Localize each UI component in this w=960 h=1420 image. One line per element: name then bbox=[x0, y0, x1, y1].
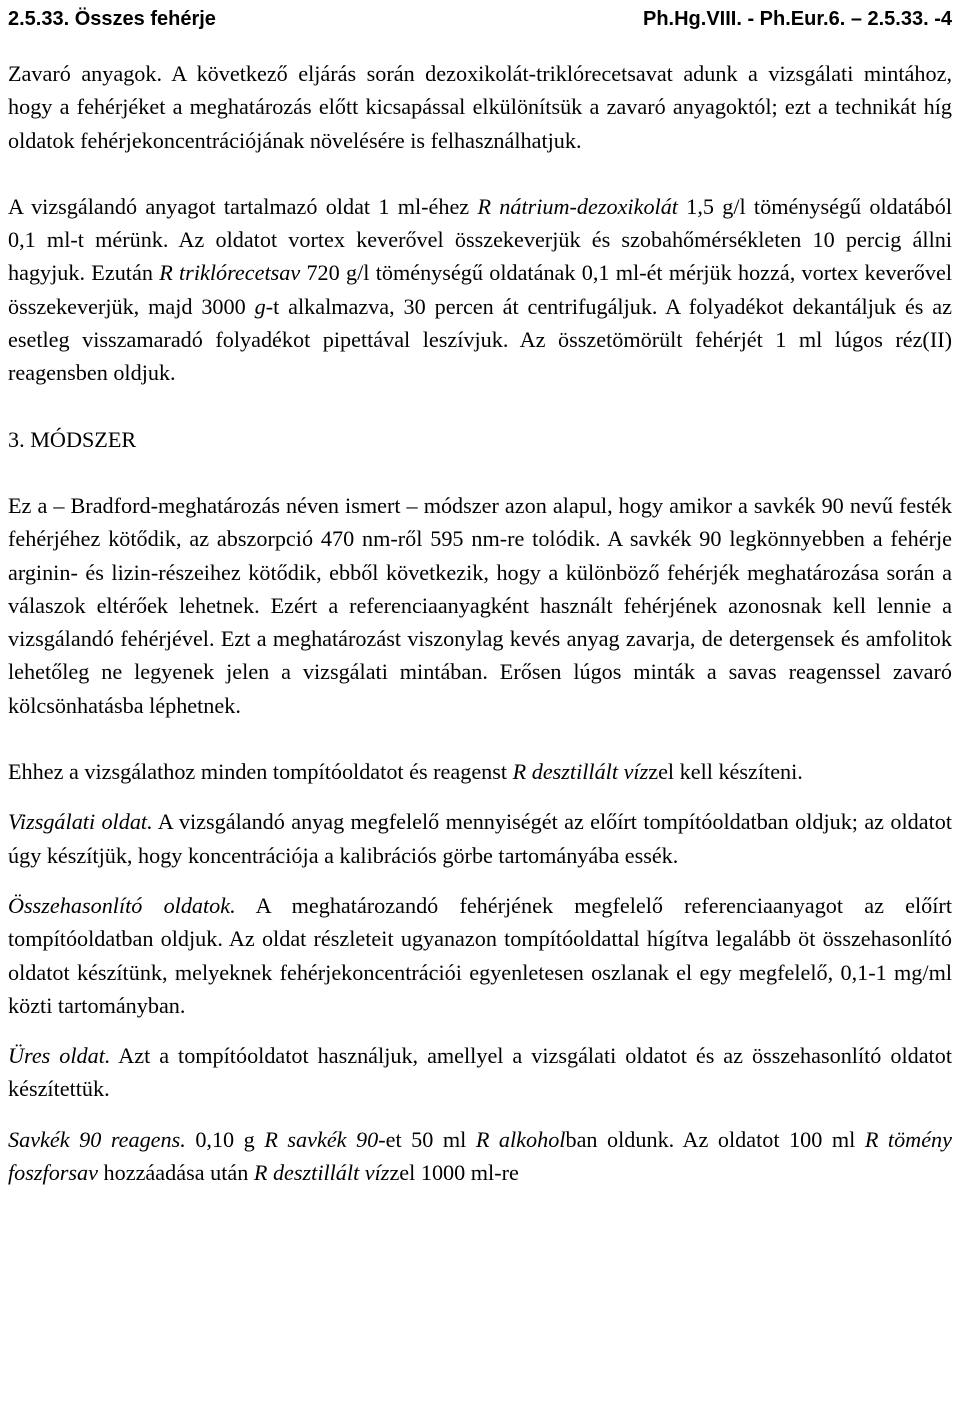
paragraph-lead-italic: Savkék 90 reagens. bbox=[8, 1126, 186, 1152]
paragraph-lead-italic: Zavaró anyagok. bbox=[8, 61, 163, 86]
paragraph-lead-italic: Vizsgálati oldat. bbox=[8, 809, 153, 835]
paragraph-text: zel kell készíteni. bbox=[648, 759, 803, 785]
paragraph-text: -et 50 ml bbox=[378, 1126, 476, 1152]
paragraph-lead-italic: Összehasonlító oldatok. bbox=[8, 892, 236, 918]
reagent-name: R tömény foszforsav bbox=[8, 1126, 952, 1186]
paragraph-text: A vizsgálandó anyagot tartalmazó oldat 1 ml-éhez bbox=[8, 193, 478, 219]
paragraph-text: 720 g/l töménységű oldatának 0,1 ml-ét mérjük hozzá, vortex keverővel összekeverjük, majd 3000 bbox=[8, 260, 952, 319]
paragraph-text: ban oldunk. Az oldatot 100 ml bbox=[565, 1126, 865, 1152]
paragraph-acid-blue-reagent bbox=[8, 1123, 952, 1190]
document-body bbox=[8, 57, 952, 1189]
reagent-name: R nátrium-dezoxikolát bbox=[477, 193, 678, 219]
paragraph-text: zel 1000 ml-re bbox=[389, 1160, 519, 1186]
paragraph-text: -t alkalmazva, 30 percen át centrifugáljuk. A folyadékot dekantáljuk és az esetleg visszamaradó folyadékot pipettával leszívjuk. Az összetömörült fehérjét 1 ml lúgos réz(II) reagensben oldjuk. bbox=[8, 293, 952, 386]
paragraph-lead-italic: Üres oldat. bbox=[8, 1043, 111, 1069]
unit-symbol: g bbox=[254, 293, 266, 319]
reagent-name: R savkék 90 bbox=[264, 1126, 379, 1152]
reagent-name: R alkohol bbox=[475, 1126, 566, 1152]
section-title: 2.5.33. Összes fehérje bbox=[8, 8, 216, 30]
paragraph-text: A meghatározandó fehérjének megfelelő referenciaanyagot az előírt tompítóoldatban oldjuk. Az oldat részleteit ugyanazon tompítóoldattal hígítva legalább öt összehasonlító oldatot készítünk, melyeknek fehérjekoncentrációi egyenletesen oszlanak el egy megfelelő, 0,1-1 mg/ml közti tartományban. bbox=[8, 892, 952, 1018]
paragraph-interfering-substances bbox=[8, 57, 952, 157]
paragraph-text: A vizsgálandó anyag megfelelő mennyiségét az előírt tompítóoldatban oldjuk; az oldatot úgy készítjük, hogy koncentrációja a kalibrációs görbe tartományába essék. bbox=[8, 809, 952, 868]
paragraph-text: A következő eljárás során dezoxikolát-triklórecetsavat adunk a vizsgálati mintához, hogy a fehérjéket a meghatározás előtt kicsapással elkülönítsük a zavaró anyagoktól; ezt a technikát híg oldatok fehérjekoncentrációjának növelésére is felhasználhatjuk. bbox=[8, 61, 952, 153]
reagent-name: R desztillált víz bbox=[512, 759, 649, 785]
paragraph-reagent-note bbox=[8, 755, 952, 788]
paragraph-method-description bbox=[8, 489, 952, 722]
page-header bbox=[8, 4, 952, 34]
paragraph-test-solution bbox=[8, 805, 952, 872]
paragraph-text: Ehhez a vizsgálathoz minden tompítóoldatot és reagenst bbox=[8, 759, 513, 785]
paragraph-text: 1,5 g/l töménységű oldatából 0,1 ml-t mérünk. Az oldatot vortex keverővel összekeverjük és szobahőmérsékleten 10 percig állni hagyjuk. Ezután bbox=[8, 193, 952, 286]
reagent-name: R desztillált víz bbox=[253, 1160, 390, 1186]
paragraph-text: hozzáadása után bbox=[98, 1160, 254, 1186]
paragraph-text: Ez a – Bradford-meghatározás néven ismert – módszer azon alapul, hogy amikor a savkék 90 nevű festék fehérjéhez kötődik, az abszorpció 470 nm-ről 595 nm-re tolódik. A savkék 90 legkönnyebben a fehérje arginin- és lizin-részeihez kötődik, ebből következik, hogy a különböző fehérjék meghatározása során a válaszok eltérőek lehetnek. Ezért a referenciaanyagként használt fehérjének azonosnak kell lennie a vizsgálandó fehérjével. Ezt a meghatározást viszonylag kevés anyag zavarja, de detergensek és amfolitok lehetőleg ne legyenek jelen a vizsgálati mintában. Erősen lúgos minták a savas reagenssel zavaró kölcsönhatásba léphetnek. bbox=[8, 492, 952, 718]
method-heading: 3. MÓDSZER bbox=[8, 426, 137, 452]
pharmacopoeia-reference: Ph.Hg.VIII. - Ph.Eur.6. – 2.5.33. -4 bbox=[643, 8, 952, 30]
paragraph-text: Azt a tompítóoldatot használjuk, amellyel a vizsgálati oldatot és az összehasonlító oldatot készítettük. bbox=[8, 1043, 952, 1102]
reagent-name: R triklórecetsav bbox=[159, 260, 301, 286]
paragraph-reference-solutions bbox=[8, 889, 952, 1022]
paragraph-text: 0,10 g bbox=[185, 1126, 265, 1152]
paragraph-blank-solution bbox=[8, 1039, 952, 1106]
paragraph-precipitation-procedure bbox=[8, 190, 952, 390]
